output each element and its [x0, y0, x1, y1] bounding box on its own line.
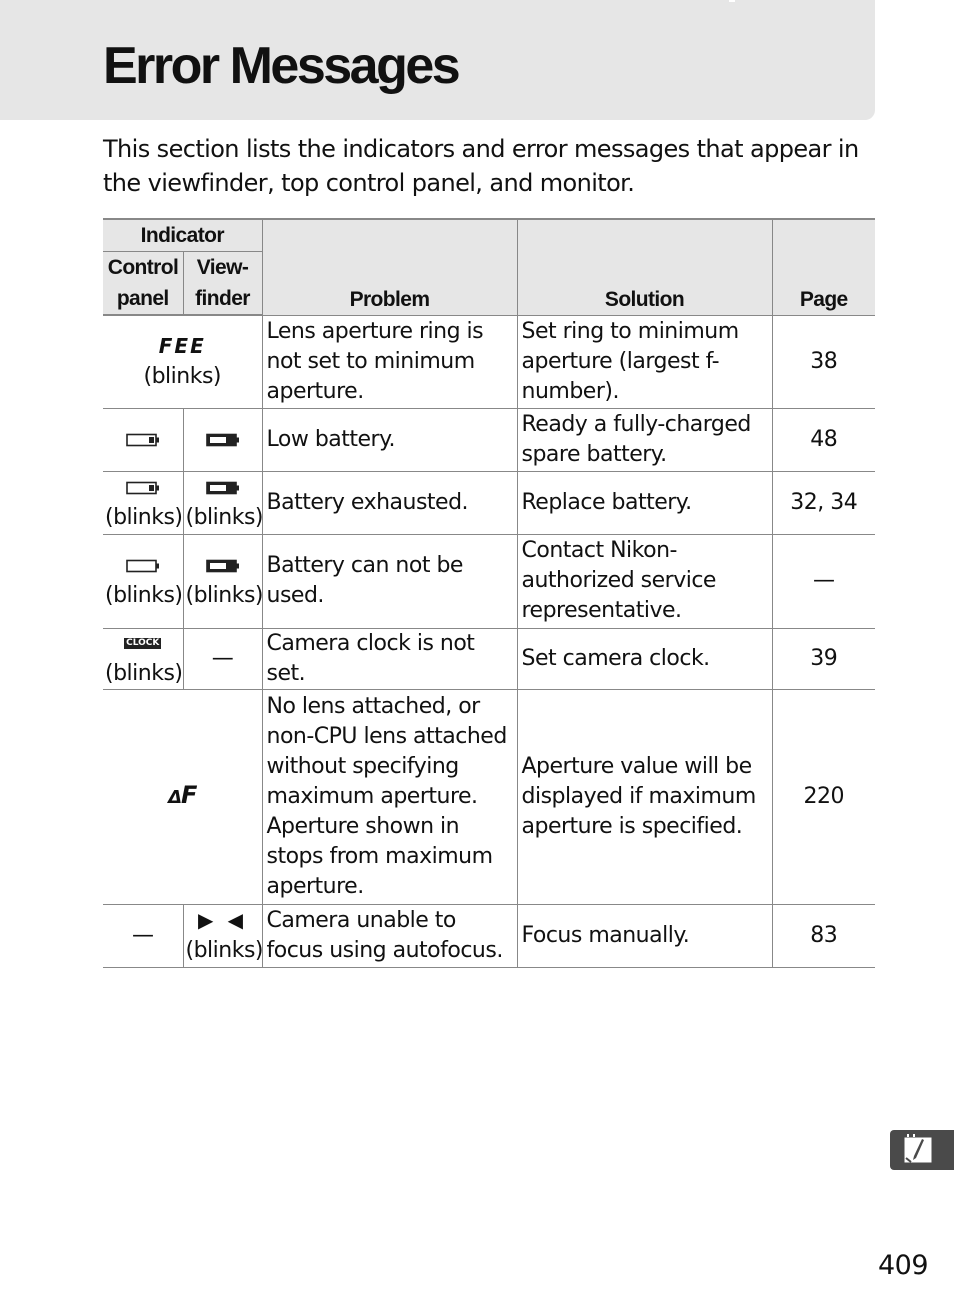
- page-cell: 220: [772, 689, 875, 904]
- blinks-note: (blinks): [185, 583, 264, 608]
- viewfinder-header: View-finder: [183, 252, 262, 316]
- viewfinder-cell: —: [183, 628, 262, 689]
- table-row: [103, 628, 875, 689]
- blinks-note: (blinks): [185, 937, 264, 963]
- page-title: Error Messages: [103, 37, 459, 95]
- battery-empty-icon: [126, 559, 160, 573]
- solution-header: Solution: [517, 219, 772, 315]
- fee-symbol: FEE: [158, 333, 206, 358]
- solution-cell: Ready a fully-charged spare battery.: [517, 408, 772, 471]
- page-cell: 32, 34: [772, 471, 875, 534]
- blinks-note: (blinks): [143, 363, 221, 389]
- focus-indicator-arrows: ▶ ◀: [197, 907, 248, 932]
- solution-cell: Set ring to minimum aperture (largest f-number).: [517, 315, 772, 408]
- table-row: [103, 534, 875, 628]
- battery-low-icon: [126, 433, 160, 447]
- troubleshooting-tab-icon: [902, 1134, 938, 1166]
- problem-cell: Battery exhausted.: [262, 471, 517, 534]
- control-panel-cell: —: [103, 904, 183, 967]
- error-messages-table: [103, 218, 875, 968]
- intro-paragraph: This section lists the indicators and error messages that appear in the viewfinder, top control panel, and monitor.: [103, 135, 859, 197]
- problem-cell: Battery can not be used.: [262, 534, 517, 628]
- page-number: 409: [878, 1250, 929, 1281]
- control-panel-header: Control panel: [103, 252, 183, 316]
- blinks-note: (blinks): [105, 583, 183, 608]
- blinks-note: (blinks): [105, 660, 183, 686]
- page-cell: 38: [772, 315, 875, 408]
- viewfinder-cell: [183, 408, 262, 471]
- problem-cell: Camera clock is not set.: [262, 628, 517, 689]
- indicator-cell: [103, 315, 262, 408]
- table-row: [103, 904, 875, 967]
- solution-cell: Aperture value will be displayed if maximum aperture is specified.: [517, 689, 772, 904]
- solution-cell: Replace battery.: [517, 471, 772, 534]
- solution-cell: Contact Nikon-authorized service representative.: [517, 534, 772, 628]
- table-row: [103, 689, 875, 904]
- control-panel-cell: [103, 408, 183, 471]
- problem-header: Problem: [262, 219, 517, 315]
- solution-cell: Focus manually.: [517, 904, 772, 967]
- control-panel-cell: [103, 534, 183, 628]
- page-cell: 39: [772, 628, 875, 689]
- battery-exhausted-icon: [206, 559, 240, 573]
- table-row: [103, 315, 875, 408]
- control-panel-cell: [103, 628, 183, 689]
- problem-cell: No lens attached, or non-CPU lens attached without specifying maximum aperture. Aperture shown in stops from maximum aperture.: [262, 689, 517, 904]
- blinks-note: (blinks): [105, 504, 183, 530]
- viewfinder-cell: [183, 534, 262, 628]
- table-row: [103, 408, 875, 471]
- battery-exhausted-icon: [126, 481, 160, 495]
- page-cell: 48: [772, 408, 875, 471]
- viewfinder-cell: [183, 904, 262, 967]
- problem-cell: Camera unable to focus using autofocus.: [262, 904, 517, 967]
- clock-icon: CLOCK: [126, 638, 160, 648]
- control-panel-cell: [103, 471, 183, 534]
- page-header: Page: [772, 219, 875, 315]
- page-cell: 83: [772, 904, 875, 967]
- problem-cell: Low battery.: [262, 408, 517, 471]
- section-tab: [890, 1130, 954, 1170]
- af-symbol: ΔF: [168, 781, 197, 809]
- table-row: [103, 471, 875, 534]
- indicator-header: Indicator: [103, 219, 262, 252]
- solution-cell: Set camera clock.: [517, 628, 772, 689]
- problem-cell: Lens aperture ring is not set to minimum aperture.: [262, 315, 517, 408]
- blinks-note: (blinks): [185, 504, 264, 530]
- battery-low-icon: [206, 433, 240, 447]
- page-cell: —: [772, 534, 875, 628]
- viewfinder-cell: [183, 471, 262, 534]
- indicator-cell: [103, 689, 262, 904]
- battery-exhausted-icon: [206, 481, 240, 495]
